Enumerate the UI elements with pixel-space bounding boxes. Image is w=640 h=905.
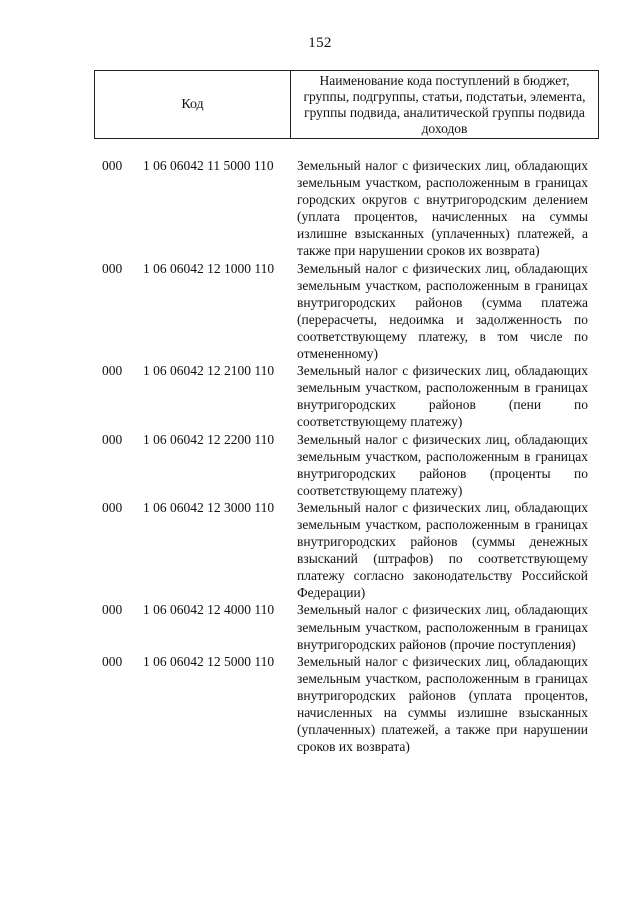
header-code-label: Код (95, 71, 291, 138)
revenue-description: Земельный налог с физических лиц, обладающих земельным участком, расположенным в границах внутригородских районов (суммы денежных взысканий (штрафов) по соответствующему платежу согласно законодательству Российской Федерации) (297, 499, 588, 601)
admin-code: 000 (102, 363, 123, 379)
revenue-description: Земельный налог с физических лиц, обладающих земельным участком, расположенным в границах внутригородских районов (уплата процентов, начисленных на суммы излишне взысканных (уплаченных) платежей, а также при нарушении сроков их возврата) (297, 653, 588, 755)
table-row (0, 260, 640, 363)
admin-code: 000 (102, 653, 123, 669)
admin-code: 000 (102, 260, 123, 276)
revenue-code: 1 06 06042 12 3000 110 (143, 499, 275, 515)
table-body (0, 157, 640, 755)
revenue-code: 1 06 06042 12 2200 110 (143, 431, 275, 447)
table-row (0, 362, 640, 430)
header-name-label: Наименование кода поступлений в бюджет, группы, подгруппы, статьи, подстатьи, элемента, группы подвида, аналитической группы подвида доходов (303, 72, 586, 136)
table-row (0, 653, 640, 756)
admin-code: 000 (102, 431, 123, 447)
revenue-code: 1 06 06042 11 5000 110 (143, 158, 274, 173)
table-row (0, 499, 640, 602)
revenue-code: 1 06 06042 12 1000 110 (143, 260, 275, 276)
table-row (0, 601, 640, 652)
revenue-description: Земельный налог с физических лиц, обладающих земельным участком, расположенным в границах внутригородских районов (проценты по соответствующему платежу) (297, 431, 588, 498)
admin-code: 000 (102, 499, 123, 515)
revenue-description: Земельный налог с физических лиц, обладающих земельным участком, расположенным в границах внутригородских районов (пени по соответствующему платежу) (297, 363, 588, 430)
table-row (0, 431, 640, 499)
page-number: 152 (308, 35, 332, 51)
admin-code: 000 (102, 158, 123, 173)
revenue-description: Земельный налог с физических лиц, обладающих земельным участком, расположенным в границах городских округов с внутригородским делением (уплата процентов, начисленных на суммы излишне взысканных (уплаченных) платежей, а также при нарушении сроков их возврата) (297, 158, 588, 259)
revenue-description: Земельный налог с физических лиц, обладающих земельным участком, расположенным в границах внутригородских районов (прочие поступления) (297, 602, 588, 652)
admin-code: 000 (102, 602, 123, 618)
table-row (0, 157, 640, 260)
table-header (94, 70, 599, 139)
revenue-code: 1 06 06042 12 5000 110 (143, 653, 275, 669)
revenue-description: Земельный налог с физических лиц, обладающих земельным участком, расположенным в границах внутригородских районов (сумма платежа (перерасчеты, недоимка и задолженность по соответствующему платежу, в том числе по отмененному) (297, 260, 588, 362)
revenue-code: 1 06 06042 12 4000 110 (143, 602, 275, 618)
revenue-code: 1 06 06042 12 2100 110 (143, 363, 275, 379)
